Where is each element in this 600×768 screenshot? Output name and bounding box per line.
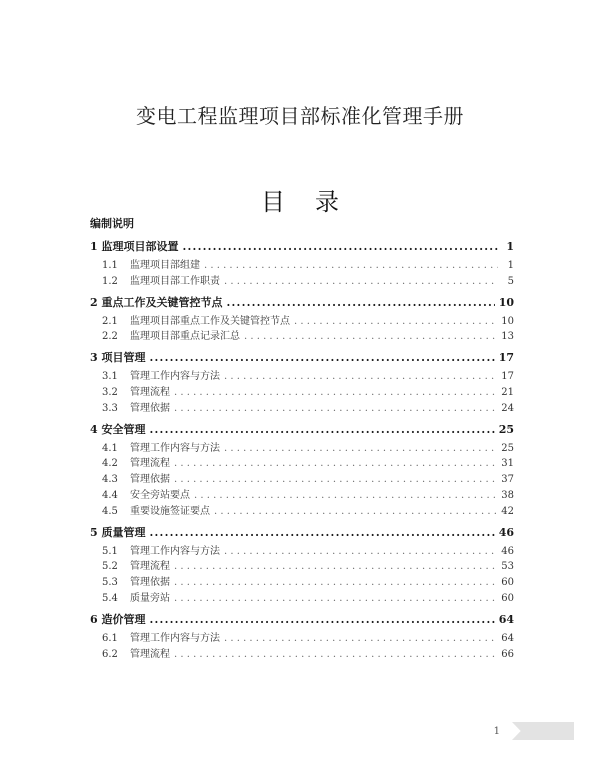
toc-leader-dots (174, 559, 497, 575)
document-title: 变电工程监理项目部标准化管理手册 (136, 104, 464, 128)
toc-section-page: 31 (501, 458, 514, 470)
toc-chapter-title: 4 安全管理 (90, 422, 146, 436)
toc-section-title: 管理流程 (130, 561, 170, 573)
toc-chapter-page: 46 (498, 525, 514, 539)
toc-chapter-page: 1 (506, 240, 514, 253)
toc-section[interactable] (90, 274, 514, 290)
toc-chapter-title: 5 质量管理 (90, 525, 146, 539)
toc-section-number: 4.1 (102, 442, 118, 454)
toc-section-number: 3.3 (102, 402, 118, 414)
toc-preface-title: 编制说明 (90, 217, 134, 230)
toc-leader-dots (194, 488, 497, 504)
toc-section-number: 4.5 (102, 505, 118, 517)
toc-chapter[interactable] (90, 609, 514, 631)
toc-section-title: 管理工作内容与方法 (130, 545, 220, 557)
toc-heading (0, 182, 600, 217)
toc-section-title: 管理流程 (130, 648, 170, 660)
toc-section[interactable] (90, 314, 514, 330)
toc-section-title: 管理依据 (130, 402, 170, 414)
toc-section[interactable] (90, 258, 514, 274)
toc-section-number: 2.2 (102, 331, 118, 343)
toc-heading-right: 录 (315, 188, 339, 216)
toc-section-title: 管理工作内容与方法 (130, 442, 220, 454)
toc-chapter[interactable] (90, 419, 514, 441)
toc-section-title: 管理依据 (130, 577, 170, 589)
toc-section[interactable] (90, 369, 514, 385)
toc-section-number: 1.1 (102, 260, 118, 271)
toc-leader-dots (149, 609, 494, 631)
toc-section[interactable] (90, 504, 514, 520)
page-number: 1 (493, 726, 500, 737)
toc-leader-dots (174, 401, 497, 417)
toc-section-page: 53 (501, 561, 514, 573)
toc-section-number: 4.4 (102, 489, 118, 501)
page-tab-decoration (512, 722, 574, 740)
toc-section[interactable] (90, 488, 514, 504)
toc-section-page: 21 (501, 386, 514, 398)
toc-leader-dots (224, 369, 497, 385)
toc-section[interactable] (90, 441, 514, 457)
toc-section-page: 60 (501, 577, 514, 589)
toc-leader-dots (182, 236, 498, 258)
toc-section-number: 4.2 (102, 458, 118, 470)
toc-section[interactable] (90, 456, 514, 472)
toc-chapter-title: 3 项目管理 (90, 351, 146, 365)
toc-section-page: 25 (501, 442, 514, 454)
toc-leader-dots (174, 385, 497, 401)
toc-section-title: 监理项目部重点记录汇总 (130, 331, 240, 343)
toc-section[interactable] (90, 385, 514, 401)
toc-leader-dots (224, 631, 497, 647)
toc-section-page: 13 (501, 331, 514, 343)
toc-chapter-page: 25 (498, 422, 514, 436)
toc-leader-dots (244, 329, 497, 345)
toc-section-title: 监理项目部工作职责 (130, 275, 220, 287)
toc-section-number: 6.1 (102, 632, 118, 644)
toc-chapter-page: 10 (498, 295, 514, 309)
toc-chapter-page: 64 (498, 612, 514, 626)
toc-section-number: 5.3 (102, 577, 118, 589)
toc-leader-dots (224, 544, 497, 560)
toc-section-page: 66 (501, 648, 514, 660)
toc-section-number: 6.2 (102, 648, 118, 660)
toc-section-title: 管理流程 (130, 458, 170, 470)
toc-leader-dots (226, 292, 494, 314)
toc-section-page: 5 (507, 275, 514, 287)
toc-chapter[interactable] (90, 522, 514, 544)
toc-section[interactable] (90, 575, 514, 591)
toc-leader-dots (174, 591, 497, 607)
toc-section-number: 2.1 (102, 315, 118, 327)
toc-section[interactable] (90, 401, 514, 417)
toc-section[interactable] (90, 559, 514, 575)
table-of-contents (90, 214, 514, 662)
toc-chapter[interactable] (90, 236, 514, 258)
toc-leader-dots (174, 456, 497, 472)
toc-preface[interactable] (90, 214, 514, 234)
toc-chapter[interactable] (90, 347, 514, 369)
toc-leader-dots (294, 314, 497, 330)
toc-section-title: 监理项目部组建 (130, 260, 200, 271)
toc-section-page: 37 (501, 474, 514, 486)
toc-section-page: 46 (501, 545, 514, 557)
toc-leader-dots (174, 575, 497, 591)
toc-section-page: 64 (501, 632, 514, 644)
toc-section-page: 42 (501, 505, 514, 517)
toc-chapter-title: 1 监理项目部设置 (90, 240, 179, 253)
toc-section[interactable] (90, 329, 514, 345)
toc-section-page: 38 (501, 489, 514, 501)
toc-section-number: 3.1 (102, 371, 118, 383)
toc-section-title: 管理流程 (130, 386, 170, 398)
toc-chapter-title: 6 造价管理 (90, 612, 146, 626)
toc-section-number: 5.4 (102, 592, 118, 604)
toc-section-title: 管理工作内容与方法 (130, 632, 220, 644)
toc-leader-dots (224, 274, 498, 290)
toc-leader-dots (149, 347, 494, 369)
toc-leader-dots (149, 419, 494, 441)
toc-leader-dots (149, 522, 494, 544)
toc-section-page: 10 (501, 315, 514, 327)
toc-heading-left: 目 (261, 188, 285, 216)
toc-chapter[interactable] (90, 292, 514, 314)
toc-section-number: 5.1 (102, 545, 118, 557)
toc-leader-dots (204, 258, 498, 274)
toc-section-title: 安全旁站要点 (130, 489, 190, 501)
toc-section-page: 24 (501, 402, 514, 414)
toc-leader-dots (174, 647, 497, 663)
toc-section-title: 重要设施签证要点 (130, 505, 210, 517)
toc-section-page: 60 (501, 592, 514, 604)
toc-section[interactable] (90, 631, 514, 647)
toc-chapter-title: 2 重点工作及关键管控节点 (90, 295, 223, 309)
toc-section-number: 5.2 (102, 561, 118, 573)
toc-section-title: 管理依据 (130, 474, 170, 486)
toc-section[interactable] (90, 472, 514, 488)
toc-section[interactable] (90, 647, 514, 663)
toc-section-title: 管理工作内容与方法 (130, 371, 220, 383)
toc-leader-dots (214, 504, 497, 520)
toc-section-number: 1.2 (102, 275, 118, 287)
toc-section[interactable] (90, 591, 514, 607)
toc-section-number: 4.3 (102, 474, 118, 486)
toc-chapter-page: 17 (498, 351, 514, 365)
toc-section[interactable] (90, 544, 514, 560)
toc-section-title: 监理项目部重点工作及关键管控节点 (130, 315, 290, 327)
toc-leader-dots (174, 472, 497, 488)
toc-leader-dots (224, 441, 497, 457)
toc-section-page: 1 (507, 260, 514, 271)
toc-section-page: 17 (501, 371, 514, 383)
toc-section-title: 质量旁站 (130, 592, 170, 604)
toc-section-number: 3.2 (102, 386, 118, 398)
